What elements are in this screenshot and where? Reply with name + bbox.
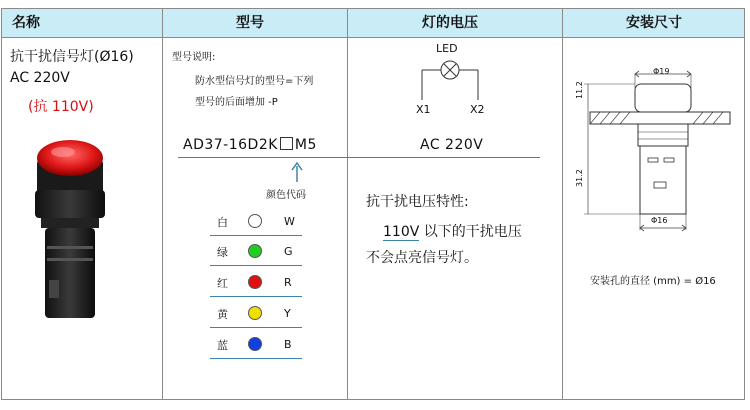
led-circuit-diagram xyxy=(410,56,500,104)
color-code: R xyxy=(284,276,292,289)
color-swatch-green xyxy=(248,244,262,258)
header-model: 型号 xyxy=(236,15,264,31)
color-placeholder-box xyxy=(280,137,293,150)
color-name: 白 xyxy=(217,216,228,229)
row-rule xyxy=(210,296,302,297)
terminal-x1: X1 xyxy=(416,103,431,116)
model-code-prefix: AD37-16D2K xyxy=(183,137,278,153)
char-line1-rest: 以下的干扰电压 xyxy=(419,224,522,240)
column-divider xyxy=(562,9,563,399)
char-title: 抗干扰电压特性: xyxy=(366,194,469,210)
color-code: G xyxy=(284,245,293,258)
color-swatch-yellow xyxy=(248,306,262,320)
color-row xyxy=(210,303,302,325)
model-code-suffix: M5 xyxy=(294,137,317,153)
model-underline xyxy=(178,157,540,158)
arrow-up-icon xyxy=(290,160,304,184)
dim-height-upper: 11.2 xyxy=(575,81,584,99)
char-voltage-value: 110V xyxy=(383,224,420,240)
header-name: 名称 xyxy=(12,15,40,31)
dim-height-lower: 31.2 xyxy=(575,169,584,187)
model-note-title: 型号说明: xyxy=(172,52,216,63)
color-code: W xyxy=(284,215,295,228)
color-name: 蓝 xyxy=(217,339,228,352)
model-code xyxy=(183,137,317,153)
indicator-lamp-image xyxy=(25,128,115,328)
char-line2: 不会点亮信号灯。 xyxy=(366,250,478,266)
row-rule xyxy=(210,265,302,266)
product-title: 抗干扰信号灯(Ø16) xyxy=(10,49,134,65)
terminal-x2: X2 xyxy=(470,103,485,116)
color-row xyxy=(210,334,302,356)
led-label: LED xyxy=(436,42,458,55)
row-rule xyxy=(210,235,302,236)
color-name: 绿 xyxy=(217,246,228,259)
color-code: Y xyxy=(284,307,291,320)
header-mount: 安装尺寸 xyxy=(626,15,682,31)
anti-interference-voltage: (抗 110V) xyxy=(28,99,94,115)
table-header xyxy=(2,9,744,38)
color-row xyxy=(210,241,302,263)
color-swatch-white xyxy=(248,214,262,228)
row-rule xyxy=(210,327,302,328)
mount-hole-text: 安装孔的直径 (mm) = Ø16 xyxy=(590,276,716,287)
color-row xyxy=(210,272,302,294)
model-note-line1: 防水型信号灯的型号=下列 xyxy=(195,76,314,87)
row-rule xyxy=(210,358,302,359)
header-voltage: 灯的电压 xyxy=(422,15,478,31)
color-name: 黄 xyxy=(217,308,228,321)
dim-bottom-diameter: Φ16 xyxy=(651,216,668,225)
color-name: 红 xyxy=(217,277,228,290)
product-voltage: AC 220V xyxy=(10,70,70,86)
column-divider xyxy=(162,9,163,399)
color-code: B xyxy=(284,338,292,351)
color-swatch-red xyxy=(248,275,262,289)
lamp-voltage-value: AC 220V xyxy=(420,137,484,153)
color-swatch-blue xyxy=(248,337,262,351)
dim-top-diameter: Φ19 xyxy=(653,67,670,76)
column-divider xyxy=(347,9,348,399)
char-line1 xyxy=(383,221,522,241)
color-code-label: 颜色代码 xyxy=(266,190,306,201)
mounting-dimension-drawing xyxy=(578,62,738,242)
model-note-line2: 型号的后面增加 -P xyxy=(195,97,278,108)
color-row xyxy=(210,211,302,233)
